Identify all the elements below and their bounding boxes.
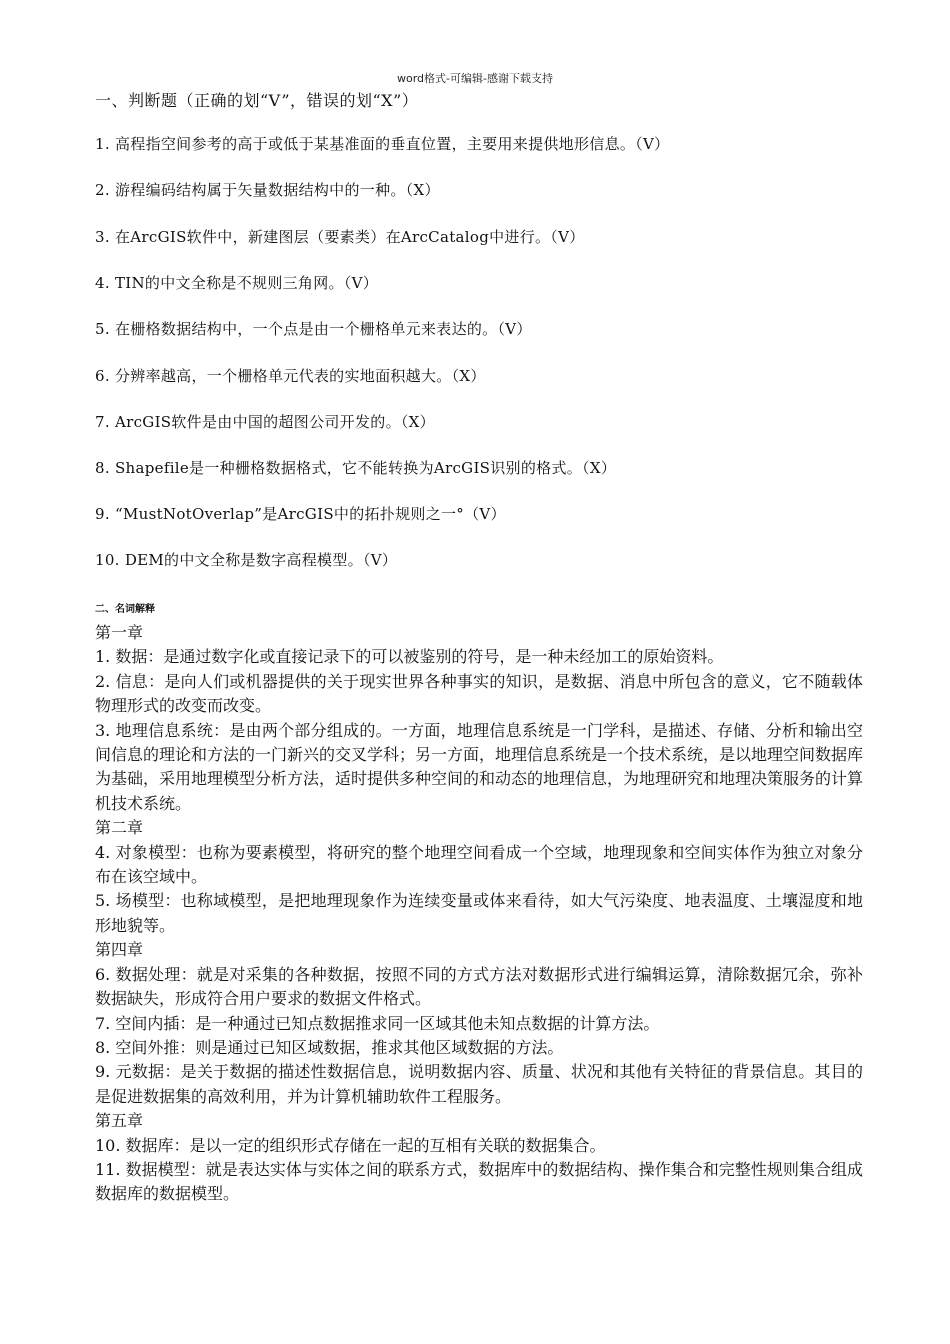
- chapter-heading: 第四章: [95, 940, 144, 960]
- question-item: 9. “MustNotOverlap”是ArcGIS中的拓扑规则之一°（V）: [95, 505, 506, 523]
- header-watermark: word格式-可编辑-感谢下载支持: [397, 72, 553, 85]
- section1-title: 一、判断题（正确的划“V”，错误的划“X”）: [95, 91, 419, 110]
- chapter-heading: 第五章: [95, 1111, 144, 1131]
- question-item: 5. 在栅格数据结构中，一个点是由一个栅格单元来表达的。（V）: [95, 320, 532, 338]
- question-item: 4. TIN的中文全称是不规则三角网。（V）: [95, 274, 379, 292]
- definition-item: 8. 空间外推：则是通过已知区域数据，推求其他区域数据的方法。: [95, 1037, 564, 1057]
- chapter-heading: 第二章: [95, 818, 144, 838]
- question-item: 8. Shapefile是一种栅格数据格式，它不能转换为ArcGIS识别的格式。（X）: [95, 459, 617, 477]
- section2-title: 二、名词解释: [95, 604, 155, 615]
- definition-item: 3. 地理信息系统：是由两个部分组成的。一方面，地理信息系统是一门学科，是描述、存储、分析和输出空间信息的理论和方法的一门新兴的交叉学科；另一方面，地理信息系统是一个技术系统，是以地理空间数据库为基础，采用地理模型分析方法，适时提供多种空间的和动态的地理信息，为地理研究和地理决策服务的计算机技术系统。: [95, 720, 864, 813]
- definition-item: 5. 场模型：也称域模型，是把地理现象作为连续变量或体来看待，如大气污染度、地表温度、土壤湿度和地形地貌等。: [95, 891, 863, 935]
- chapter-heading: 第一章: [95, 623, 144, 642]
- question-item: 3. 在ArcGIS软件中，新建图层（要素类）在ArcCatalog中进行。（V）: [95, 228, 585, 246]
- definition-item: 10. 数据库：是以一定的组织形式存储在一起的互相有关联的数据集合。: [95, 1135, 606, 1155]
- question-item: 2. 游程编码结构属于矢量数据结构中的一种。（X）: [95, 181, 440, 199]
- definition-item: 6. 数据处理：就是对采集的各种数据，按照不同的方式方法对数据形式进行编辑运算，清除数据冗余，弥补数据缺失，形成符合用户要求的数据文件格式。: [95, 964, 863, 1009]
- definition-item: 7. 空间内插：是一种通过已知点数据推求同一区域其他未知点数据的计算方法。: [95, 1013, 660, 1033]
- section2-body: [95, 621, 863, 1207]
- definition-item: 2. 信息：是向人们或机器提供的关于现实世界各种事实的知识，是数据、消息中所包含的意义，它不随载体物理形式的改变而改变。: [95, 671, 863, 716]
- question-item: 1. 高程指空间参考的高于或低于某基准面的垂直位置，主要用来提供地形信息。（V）: [95, 135, 670, 153]
- definition-item: 1. 数据：是通过数字化或直接记录下的可以被鉴别的符号，是一种未经加工的原始资料。: [95, 647, 724, 667]
- question-item: 10. DEM的中文全称是数字高程模型。（V）: [95, 551, 398, 569]
- question-item: 7. ArcGIS软件是由中国的超图公司开发的。（X）: [95, 413, 435, 431]
- definition-item: 11. 数据模型：就是表达实体与实体之间的联系方式，数据库中的数据结构、操作集合和完整性规则集合组成数据库的数据模型。: [95, 1159, 863, 1204]
- question-item: 6. 分辨率越高，一个栅格单元代表的实地面积越大。（X）: [95, 367, 486, 385]
- definition-item: 4. 对象模型：也称为要素模型，将研究的整个地理空间看成一个空域，地理现象和空间实体作为独立对象分布在该空域中。: [95, 842, 863, 887]
- definition-item: 9. 元数据：是关于数据的描述性数据信息，说明数据内容、质量、状况和其他有关特征的背景信息。其目的是促进数据集的高效利用，并为计算机辅助软件工程服务。: [95, 1062, 863, 1106]
